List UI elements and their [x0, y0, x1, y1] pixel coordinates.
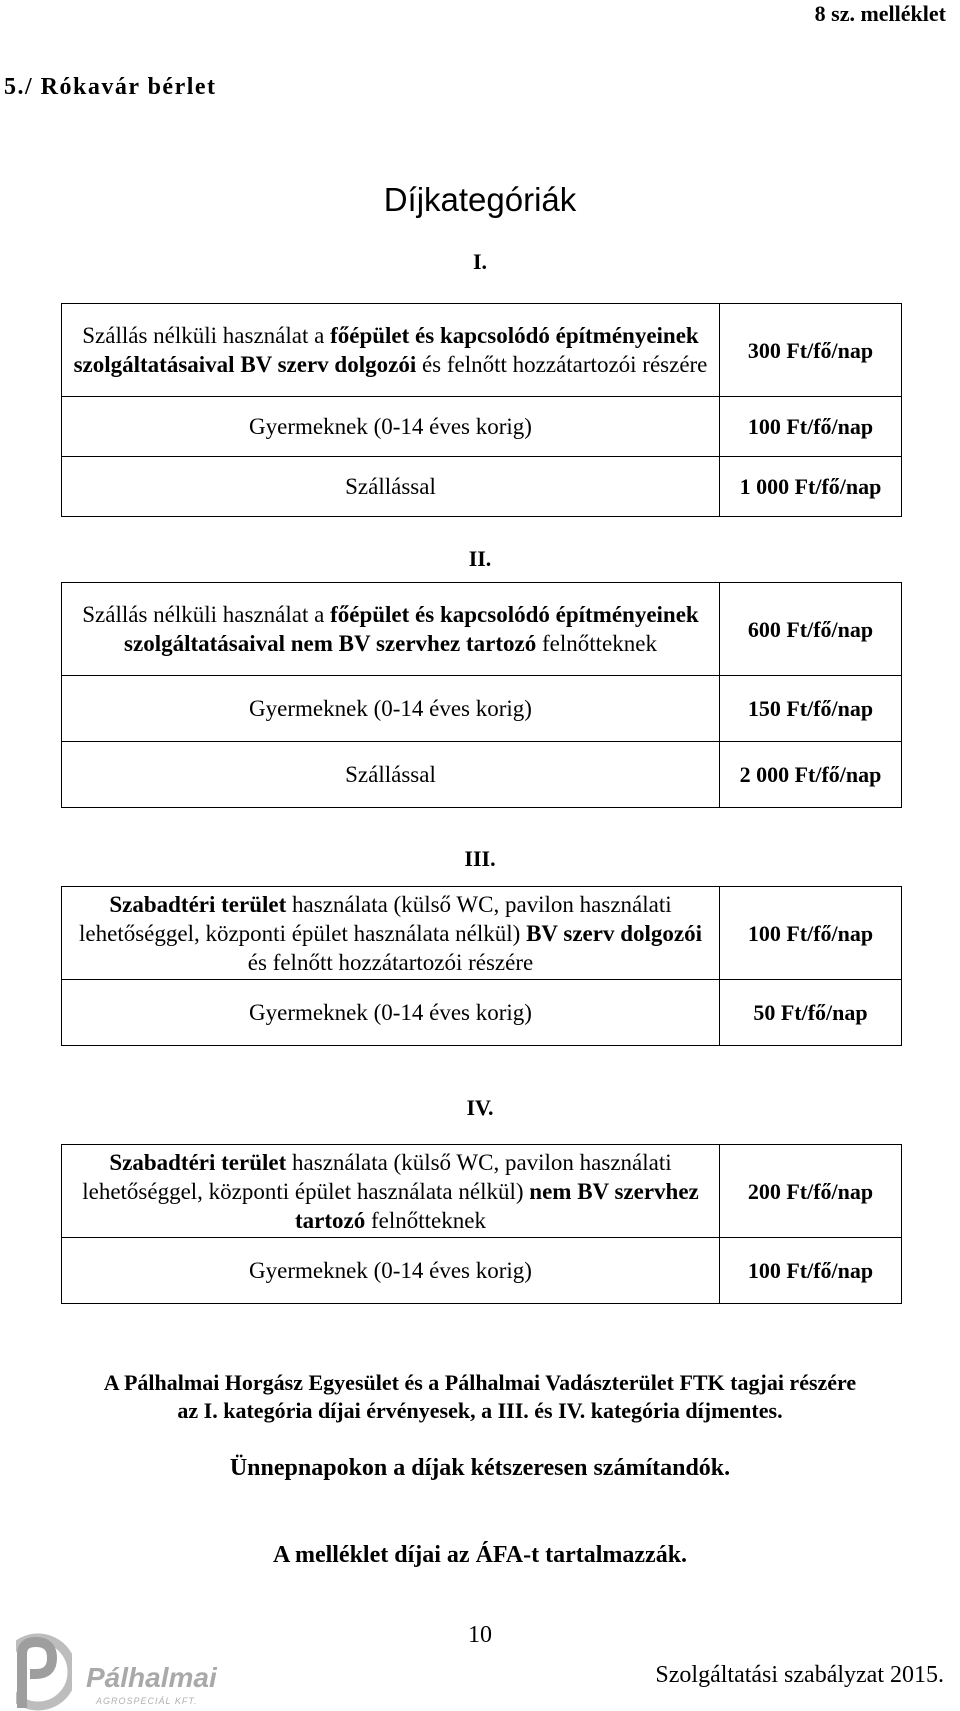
- fee-desc-run: használata (külső WC, pavilon használati lehetőséggel, központi épület használata nélkül): [82, 1149, 672, 1204]
- category-heading-4: IV.: [466, 1095, 494, 1120]
- fee-price: 2 000 Ft/fő/nap: [720, 742, 902, 808]
- fee-price: 100 Ft/fő/nap: [720, 397, 902, 457]
- fee-table-2: [61, 582, 902, 808]
- fee-desc: [62, 583, 720, 676]
- fee-price: 50 Ft/fő/nap: [720, 980, 902, 1046]
- members-note-line-1: A Pálhalmai Horgász Egyesület és a Pálhalmai Vadászterület FTK tagjai részére: [103, 1370, 857, 1395]
- fee-desc-run: Szállás nélküli használat a: [82, 602, 331, 627]
- fee-desc: [62, 676, 720, 742]
- fee-price: 300 Ft/fő/nap: [720, 304, 902, 397]
- logo-name: Pálhalmai: [86, 1662, 217, 1693]
- fee-desc-run: felnőtteknek: [536, 631, 657, 656]
- footer-doc-name: Szolgáltatási szabályzat 2015.: [655, 1662, 944, 1688]
- holiday-note: Ünnepnapokon a díjak kétszeresen számítandók.: [229, 1455, 731, 1481]
- fee-desc-run: Szállással: [345, 762, 436, 787]
- fee-price: 1 000 Ft/fő/nap: [720, 457, 902, 517]
- category-heading-3: III.: [464, 846, 496, 871]
- company-logo: [0, 1612, 217, 1711]
- fee-price: 600 Ft/fő/nap: [720, 583, 902, 676]
- fee-desc-bold-run: Szabadtéri terület: [109, 891, 287, 917]
- fee-price: 100 Ft/fő/nap: [720, 887, 902, 980]
- category-heading-1: I.: [472, 249, 488, 274]
- fee-desc-run: használata (külső WC, pavilon használati lehetőséggel, központi épület használata nélkül): [79, 891, 672, 946]
- fee-table-1: [61, 303, 902, 517]
- fee-table-4: [61, 1144, 902, 1304]
- fee-desc: [62, 980, 720, 1046]
- fee-desc-bold-run: Szabadtéri terület: [109, 1149, 287, 1175]
- section-title: 5./ Rókavár bérlet: [4, 74, 217, 100]
- fee-desc-run: Gyermeknek (0-14 éves korig): [249, 696, 532, 721]
- fee-desc-run: Szállás nélküli használat a: [82, 323, 331, 348]
- fee-desc: [62, 1145, 720, 1238]
- category-heading-2: II.: [468, 546, 492, 571]
- fee-desc-bold-run: főépület és kapcsolódó építményeinek szolgáltatásaival BV szerv dolgozói: [73, 323, 699, 377]
- fee-desc-run: Gyermeknek (0-14 éves korig): [249, 414, 532, 439]
- fee-desc-bold-run: főépület és kapcsolódó építményeinek szolgáltatásaival nem BV szervhez tartozó: [124, 602, 699, 656]
- fee-price: 150 Ft/fő/nap: [720, 676, 902, 742]
- palhalmai-logo-icon: [0, 1612, 72, 1711]
- fee-desc-run: Gyermeknek (0-14 éves korig): [249, 1258, 532, 1283]
- fee-desc-run: Szállással: [345, 474, 436, 499]
- fee-desc-run: és felnőtt hozzátartozói részére: [247, 949, 534, 975]
- fee-desc-run: és felnőtt hozzátartozói részére: [416, 352, 708, 377]
- members-note-line-2: az I. kategória díjai érvényesek, a III. és IV. kategória díjmentes.: [177, 1398, 783, 1423]
- fee-desc: [62, 397, 720, 457]
- page-number: 10: [468, 1622, 492, 1648]
- vat-note: A melléklet díjai az ÁFA-t tartalmazzák.: [272, 1542, 688, 1568]
- fee-desc: [62, 304, 720, 397]
- logo-sub: AGROSPECIÁL KFT.: [96, 1696, 198, 1706]
- fee-desc: [62, 887, 720, 980]
- annex-label: 8 sz. melléklet: [814, 1, 946, 26]
- fee-desc: [62, 457, 720, 517]
- fee-desc-run: felnőtteknek: [365, 1207, 486, 1233]
- fee-table-3: [61, 886, 902, 1046]
- fee-desc-bold-run: BV szerv dolgozói: [526, 920, 702, 946]
- fee-desc-run: Gyermeknek (0-14 éves korig): [249, 1000, 532, 1025]
- fee-price: 100 Ft/fő/nap: [720, 1238, 902, 1304]
- doc-title: Díjkategóriák: [383, 181, 577, 218]
- fee-desc: [62, 742, 720, 808]
- fee-desc-bold-run: nem BV szervhez tartozó: [295, 1178, 699, 1233]
- fee-desc: [62, 1238, 720, 1304]
- fee-price: 200 Ft/fő/nap: [720, 1145, 902, 1238]
